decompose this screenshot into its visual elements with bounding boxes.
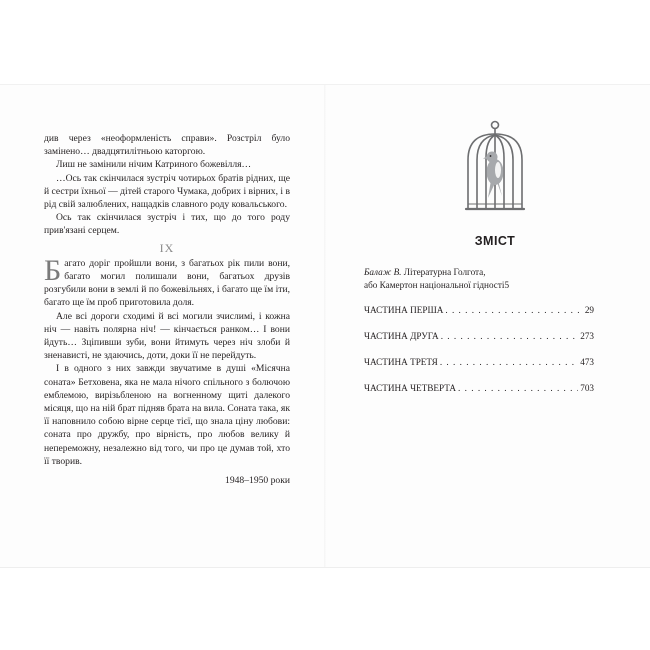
date-line: 1948–1950 роки — [225, 475, 290, 487]
toc-entry-part-3[interactable] — [364, 356, 594, 369]
toc-entry-label: ЧАСТИНА ДРУГА — [364, 331, 439, 341]
birdcage-icon — [464, 120, 526, 212]
dropcap-paragraph-text: агато доріг пройшли вони, з багатьох рік пили вони, багато могил полишали вони, багатьох друзів розгубили вони в землі й по божевільнях, і багато ще їм іти, багато ще їм проб приготовила доля. — [44, 257, 290, 309]
dropcap-paragraph — [44, 253, 290, 310]
toc-page-number: 703 — [580, 383, 594, 393]
paragraph: І в одного з них завжди звучатиме в душі «Місячна соната» Бетховена, яка не мала нічого спільного з болючою емблемою, вирізьбленою на вогненному щиті далекого місяця, що на ній брат підняв брата на вила. Соната така, як її наповнило собою вірне серце тієї, що знала ціну любови: соната про дружбу, про вірність, про любов велику й непереможну, незалежно від того, чи про це думав той, хто її творив. — [44, 363, 290, 467]
toc-leader-dots — [441, 330, 579, 343]
toc-page-number: 473 — [580, 357, 594, 367]
toc-author: Балаж В. — [364, 267, 402, 277]
left-page — [44, 132, 290, 487]
paragraph: див через «неоформленість справи». Розстріл було замінено… двадцятилітньою каторгою. — [44, 133, 290, 158]
toc-leader-dots — [445, 304, 582, 317]
toc-entry-label: ЧАСТИНА ЧЕТВЕРТА — [364, 383, 457, 393]
toc-page-number: 29 — [584, 305, 594, 315]
toc-entry-subtitle: або Камертон національної гідності — [364, 280, 505, 290]
paragraph: Лиш не замінили нічим Катриного божевілля… — [56, 159, 252, 171]
toc-entry-part-1[interactable] — [364, 304, 594, 317]
toc-page-number: 5 — [504, 280, 510, 290]
paragraph: Але всі дороги сходимі й всі могили зчислимі, і кожна ніч — навіть полярна ніч! — кінчається ранком… І вони йдуть… Зціпивши зуби, вони йтимуть через ніч злоби й зненависті, не здаючись, доти, доки її не перейдуть. — [44, 310, 290, 362]
toc-entry-title: Літературна Голгота, — [401, 267, 486, 277]
toc-entry-label: ЧАСТИНА ТРЕТЯ — [364, 357, 438, 367]
toc-page-number: 273 — [580, 331, 594, 341]
toc-leader-dots — [440, 356, 578, 369]
toc-entry[interactable] — [364, 266, 594, 292]
toc-entry-part-4[interactable] — [364, 382, 594, 395]
dropcap-letter: Б — [44, 253, 62, 287]
toc-entry-part-2[interactable] — [364, 330, 594, 343]
toc-entry-label: ЧАСТИНА ПЕРША — [364, 305, 444, 315]
toc-leader-dots — [458, 382, 578, 395]
paragraph: …Ось так скінчилася зустріч чотирьох братів рідних, ще й сестри їхньої — дітей старого Чумака, добрих і вірних, і в рід свій залюблених, нащадків славного роду ковальського. — [44, 172, 290, 211]
toc-title: ЗМІСТ — [474, 234, 516, 248]
chapter-number: IX — [159, 240, 175, 255]
table-of-contents — [364, 266, 594, 408]
paragraph: Ось так скінчилася зустріч і тих, що до того роду прив'язані серцем. — [44, 212, 290, 237]
